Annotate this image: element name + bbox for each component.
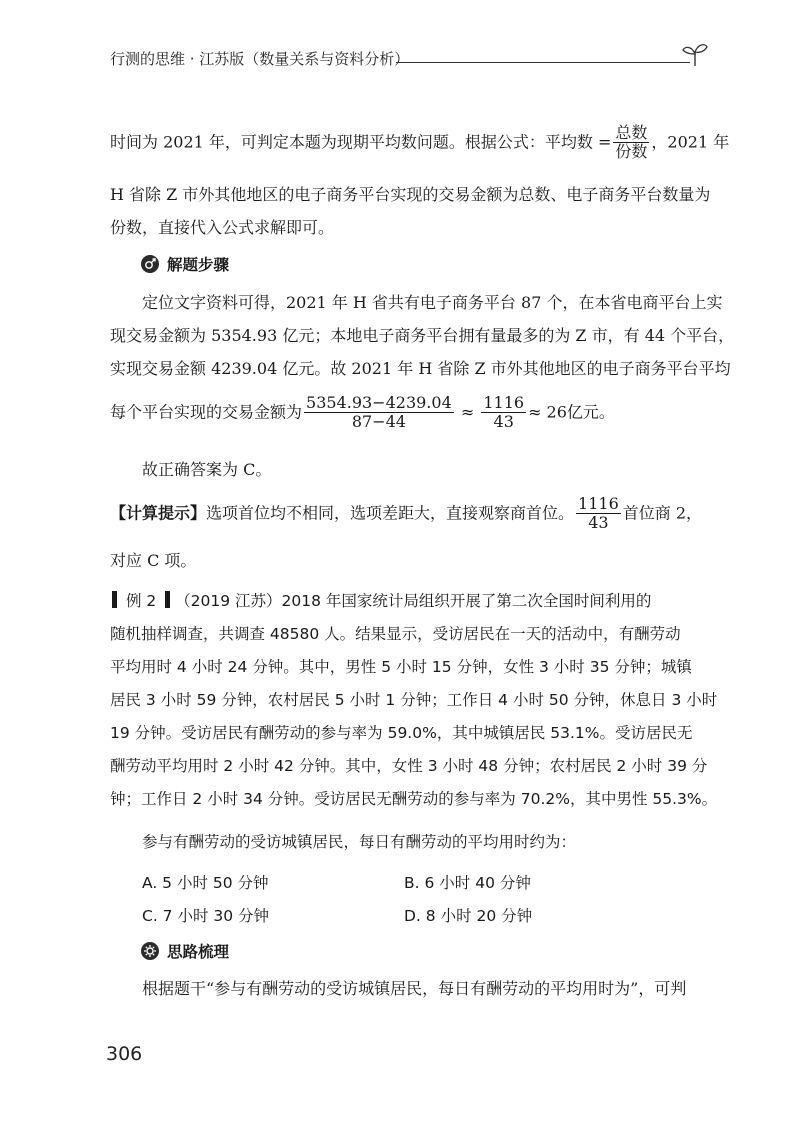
- text-span: 选项首位均不相同，选项差距大，直接观察商首位。: [206, 503, 575, 523]
- running-header: 行测的思维 · 江苏版（数量关系与资料分析）: [110, 50, 410, 68]
- calc2-denominator: 43: [493, 412, 514, 432]
- calc-denominator: 87−44: [351, 412, 406, 432]
- text-span: 时间为 2021 年，可判定本题为现期平均数问题。根据公式：平均数 =: [110, 132, 612, 152]
- paragraph-line: 19 分钟。受访居民有酬劳动的参与率为 59.0%，其中城镇居民 53.1%。受访居民无: [110, 724, 693, 742]
- text-span: 首位商 2，: [622, 503, 703, 523]
- analysis-heading: [141, 940, 229, 962]
- paragraph-line: 酬劳动平均用时 2 小时 42 分钟。其中，女性 3 小时 48 分钟；农村居民 2 小时 39 分: [110, 757, 708, 775]
- answer-line: 故正确答案为 C。: [142, 460, 272, 479]
- paragraph-line: 定位文字资料可得，2021 年 H 省共有电子商务平台 87 个，在本省电商平台上实: [142, 293, 723, 312]
- example-line: [112, 589, 651, 611]
- approx-sign: ≈: [460, 402, 475, 422]
- example-marker: [112, 591, 117, 608]
- paragraph-line: [110, 124, 729, 162]
- gear-icon: [141, 942, 159, 960]
- calc-fraction: [304, 394, 454, 432]
- text-span: ，2021 年: [651, 132, 730, 152]
- formula-fraction: [613, 124, 649, 162]
- paragraph-line: 对应 C 项。: [110, 551, 197, 570]
- sprout-icon: [680, 38, 710, 68]
- tip-line: [110, 495, 702, 533]
- page-number: 306: [106, 1043, 143, 1065]
- tip-label: 【计算提示】: [110, 503, 207, 523]
- formula-denominator: 份数: [615, 142, 648, 162]
- text-span: 每个平台实现的交易金额为: [110, 402, 303, 422]
- steps-heading-label: 解题步骤: [167, 256, 230, 274]
- example-label: 例 2: [125, 592, 157, 610]
- paragraph-line: 居民 3 小时 59 分钟，农村居民 5 小时 1 分钟；工作日 4 小时 50 分钟，休息日 3 小时: [110, 691, 718, 709]
- header-rule: [396, 62, 690, 63]
- formula-numerator: 总数: [615, 123, 648, 142]
- calc2-numerator: 1116: [483, 393, 525, 412]
- text-span: （2019 江苏）2018 年国家统计局组织开展了第二次全国时间利用的: [175, 592, 652, 610]
- tip-denominator: 43: [588, 513, 609, 533]
- paragraph-line: 根据题干“参与有酬劳动的受访城镇居民，每日有酬劳动的平均用时为”，可判: [142, 979, 687, 998]
- option-b[interactable]: B. 6 小时 40 分钟: [404, 874, 531, 892]
- paragraph-line: 实现交易金额 4239.04 亿元。故 2021 年 H 省除 Z 市外其他地区的电子商务平台平均: [110, 359, 731, 378]
- calculation-line: [110, 394, 615, 432]
- paragraph-line: 平均用时 4 小时 24 分钟。其中，男性 5 小时 15 分钟，女性 3 小时 35 分钟；城镇: [110, 658, 692, 676]
- option-c[interactable]: C. 7 小时 30 分钟: [142, 907, 270, 925]
- steps-icon: [141, 255, 159, 273]
- question-text: 参与有酬劳动的受访城镇居民，每日有酬劳动的平均用时约为：: [142, 833, 577, 851]
- paragraph-line: 钟；工作日 2 小时 34 分钟。受访居民无酬劳动的参与率为 70.2%，其中男性 55.3%。: [110, 790, 718, 808]
- paragraph-line: 份数，直接代入公式求解即可。: [110, 218, 335, 237]
- calc2-fraction: [481, 394, 526, 432]
- tip-fraction: [576, 495, 621, 533]
- paragraph-line: H 省除 Z 市外其他地区的电子商务平台实现的交易金额为总数、电子商务平台数量为: [110, 185, 711, 204]
- option-a[interactable]: A. 5 小时 50 分钟: [142, 874, 269, 892]
- tip-numerator: 1116: [578, 494, 619, 513]
- analysis-heading-label: 思路梳理: [167, 943, 230, 961]
- example-marker: [165, 591, 170, 608]
- option-d[interactable]: D. 8 小时 20 分钟: [404, 907, 533, 925]
- paragraph-line: 现交易金额为 5354.93 亿元；本地电子商务平台拥有量最多的为 Z 市，有 44 个平台，: [110, 326, 735, 345]
- paragraph-line: 随机抽样调查，共调查 48580 人。结果显示，受访居民在一天的活动中，有酬劳动: [110, 625, 681, 643]
- calc-numerator: 5354.93−4239.04: [306, 393, 452, 412]
- text-span: ≈ 26亿元。: [528, 402, 615, 422]
- steps-heading: [141, 253, 229, 275]
